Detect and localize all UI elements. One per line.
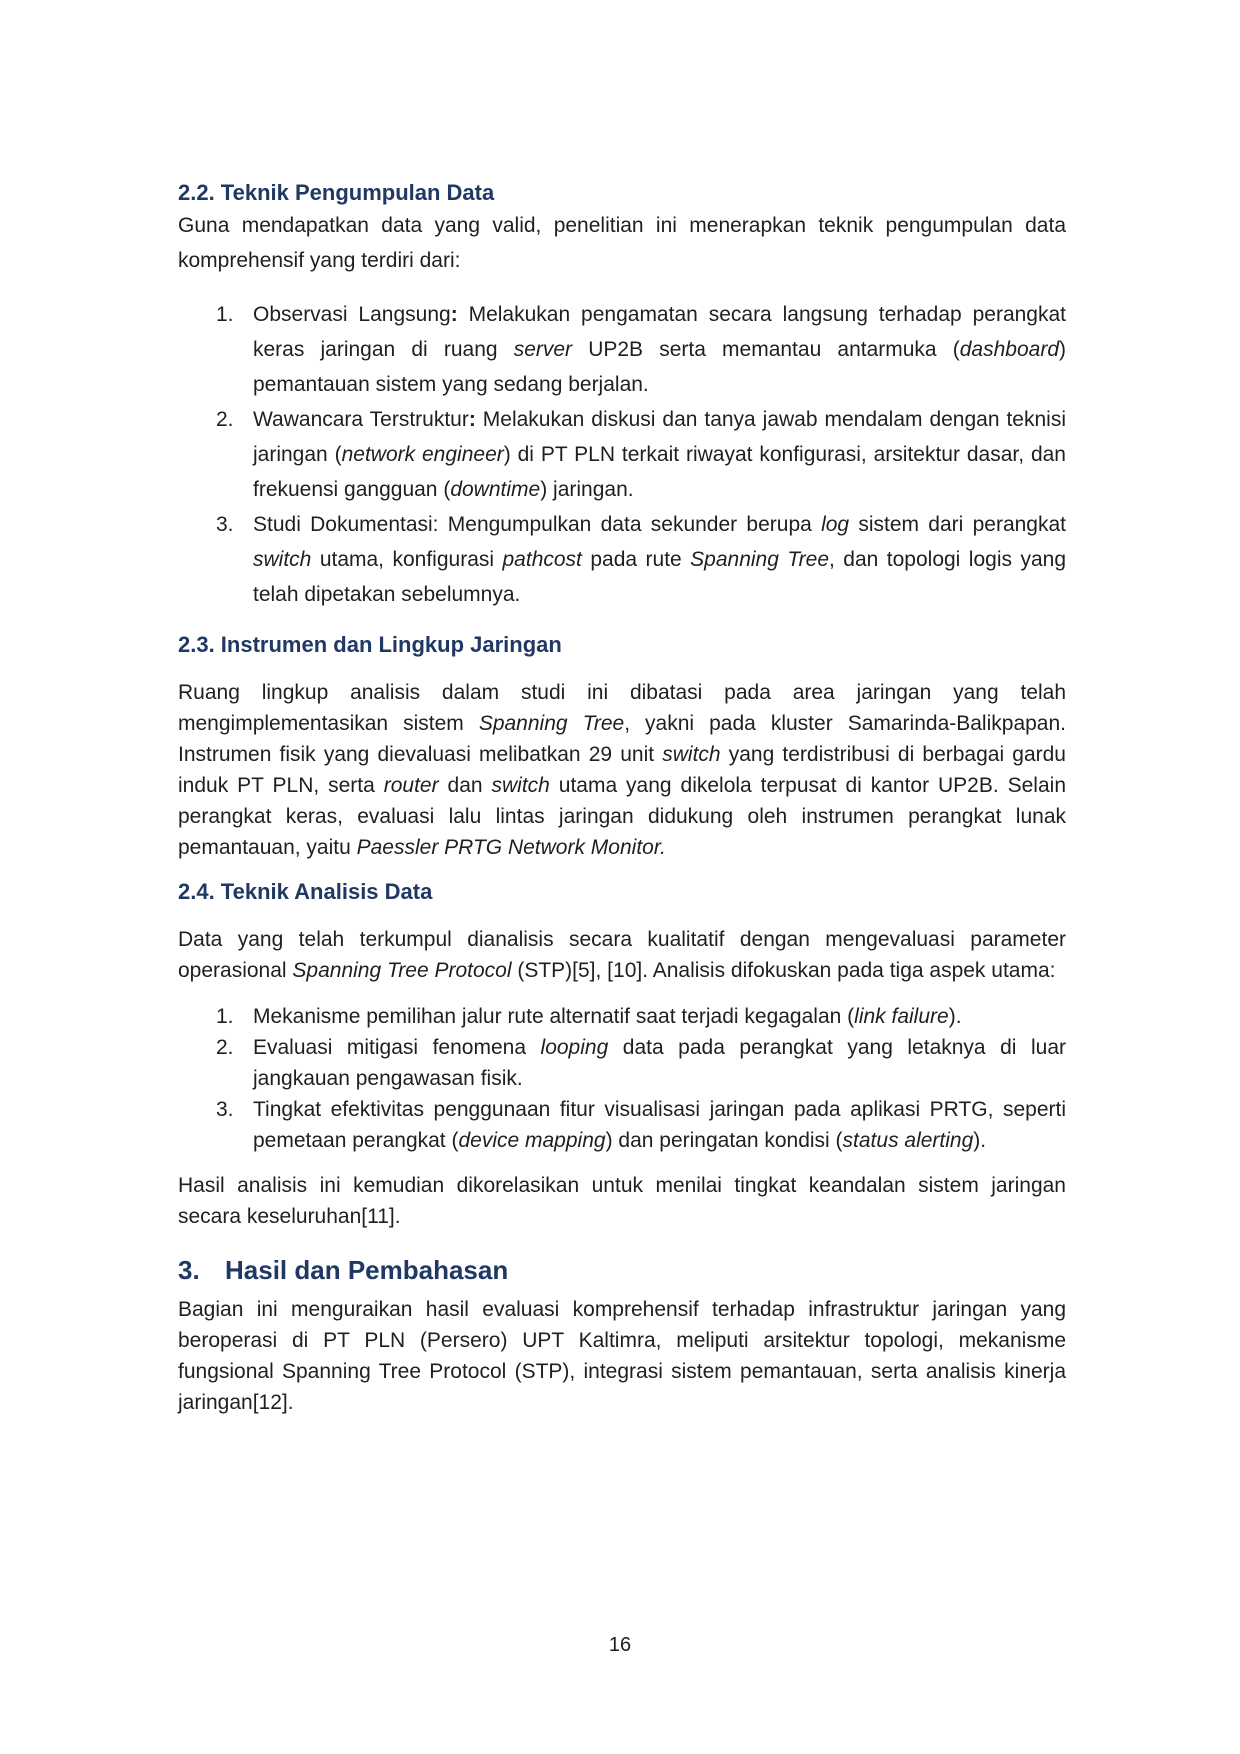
section-heading-2-2: 2.2. Teknik Pengumpulan Data (178, 180, 495, 205)
item-italic: pathcost (502, 548, 582, 571)
para-text: Ruang lingkup analisis dalam studi ini dibatasi pada area jaringan yang telah mengimplementasikan sistem (178, 681, 1066, 735)
item-separator: : (468, 408, 476, 431)
item-italic: switch (253, 548, 312, 571)
item-italic: server (513, 338, 573, 361)
item-label: Observasi Langsung (253, 303, 451, 326)
list-marker: 3. (216, 513, 234, 536)
item-text: ) dan peringatan kondisi ( (605, 1129, 843, 1152)
para-italic: Spanning Tree Protocol (292, 959, 512, 982)
para-italic: router (383, 774, 439, 797)
item-text: Mekanisme pemilihan jalur rute alternatif saat terjadi kegagalan ( (253, 1005, 855, 1028)
para-italic: switch (491, 774, 550, 797)
item-text: sistem dari perangkat (849, 513, 1066, 536)
list-item-mekanisme (178, 1001, 1066, 1032)
item-italic: network engineer (341, 443, 504, 466)
item-text: Melakukan pengamatan secara langsung terhadap perangkat keras jaringan di ruang (253, 303, 1066, 361)
list-2-4 (178, 1001, 1066, 1156)
item-text: data pada perangkat yang letaknya di luar jangkauan pengawasan fisik. (253, 1036, 1067, 1090)
paragraph-2-4-closing: Hasil analisis ini kemudian dikorelasikan untuk menilai tingkat keandalan sistem jaringan secara keseluruhan[11]. (178, 1174, 1066, 1228)
para-text: Data yang telah terkumpul dianalisis secara kualitatif dengan mengevaluasi parameter operasional (178, 928, 1066, 982)
page-number: 16 (608, 1634, 632, 1656)
section-heading-2-3: 2.3. Instrumen dan Lingkup Jaringan (178, 632, 562, 657)
para-italic: Spanning Tree (478, 712, 625, 735)
item-text: Studi Dokumentasi: Mengumpulkan data sekunder berupa (253, 513, 822, 536)
list-marker: 3. (216, 1098, 234, 1121)
para-italic: Paessler PRTG Network Monitor. (356, 836, 666, 859)
list-marker: 2. (216, 408, 234, 431)
para-text: (STP)[5], [10]. Analisis difokuskan pada tiga aspek utama: (511, 959, 1056, 982)
paragraph-3: Bagian ini menguraikan hasil evaluasi komprehensif terhadap infrastruktur jaringan yang beroperasi di PT PLN (Persero) UPT Kaltimra, meliputi arsitektur topologi, mekanisme fungsional Spanning Tree Protocol (STP), integrasi sistem pemantauan, serta analisis kinerja jaringan[12]. (178, 1298, 1066, 1414)
page-content (178, 178, 1066, 1418)
list-item-observasi (178, 297, 1066, 402)
list-item-wawancara (178, 402, 1066, 507)
item-text: ) jaringan. (540, 478, 634, 501)
section-heading-2-4: 2.4. Teknik Analisis Data (178, 879, 433, 904)
list-item-tingkat (178, 1094, 1066, 1156)
list-item-evaluasi (178, 1032, 1066, 1094)
section-heading-3 (178, 1252, 1066, 1288)
list-marker: 1. (216, 1005, 234, 1028)
item-text: ). (973, 1129, 987, 1152)
para-text: dan (438, 774, 492, 797)
item-italic: status alerting (842, 1129, 974, 1152)
item-italic: Spanning Tree (690, 548, 829, 571)
paragraph-2-4 (178, 924, 1066, 986)
item-text: ). (948, 1005, 962, 1028)
item-italic: link failure (854, 1005, 949, 1028)
item-italic: log (821, 513, 850, 536)
paragraph-2-3 (178, 677, 1066, 863)
list-marker: 1. (216, 303, 234, 326)
para-text: yang terdistribusi di berbagai gardu induk PT PLN, serta (178, 743, 1066, 797)
item-text: utama, konfigurasi (311, 548, 503, 571)
item-italic: dashboard (959, 338, 1059, 361)
list-item-studi-dokumentasi (178, 507, 1066, 612)
item-text: ) pemantauan sistem yang sedang berjalan. (253, 338, 1066, 396)
item-text: ) di PT PLN terkait riwayat konfigurasi, arsitektur dasar, dan frekuensi gangguan ( (253, 443, 1066, 501)
item-text: pada rute (581, 548, 691, 571)
item-text: , dan topologi logis yang telah dipetakan sebelumnya. (253, 548, 1066, 606)
item-separator: : (450, 303, 458, 326)
item-italic: device mapping (458, 1129, 606, 1152)
para-text: , yakni pada kluster Samarinda-Balikpapan. Instrumen fisik yang dievaluasi melibatkan 29 unit (178, 712, 1066, 766)
item-text: Evaluasi mitigasi fenomena (253, 1036, 541, 1059)
para-italic: switch (662, 743, 721, 766)
section-number: 3. (178, 1255, 200, 1285)
item-text: Melakukan diskusi dan tanya jawab mendalam dengan teknisi jaringan ( (253, 408, 1066, 466)
section-title: Hasil dan Pembahasan (225, 1255, 509, 1285)
item-text: Tingkat efektivitas penggunaan fitur visualisasi jaringan pada aplikasi PRTG, seperti pemetaan perangkat ( (253, 1098, 1066, 1152)
item-italic: looping (540, 1036, 609, 1059)
paragraph-2-2-intro: Guna mendapatkan data yang valid, penelitian ini menerapkan teknik pengumpulan data komprehensif yang terdiri dari: (178, 214, 1066, 272)
item-text: UP2B serta memantau antarmuka ( (572, 338, 960, 361)
item-label: Wawancara Terstruktur (253, 408, 469, 431)
item-italic: downtime (450, 478, 541, 501)
para-text: utama yang dikelola terpusat di kantor UP2B. Selain perangkat keras, evaluasi lalu lintas jaringan didukung oleh instrumen perangkat lunak pemantauan, yaitu (178, 774, 1066, 859)
list-2-2 (178, 297, 1066, 612)
list-marker: 2. (216, 1036, 234, 1059)
